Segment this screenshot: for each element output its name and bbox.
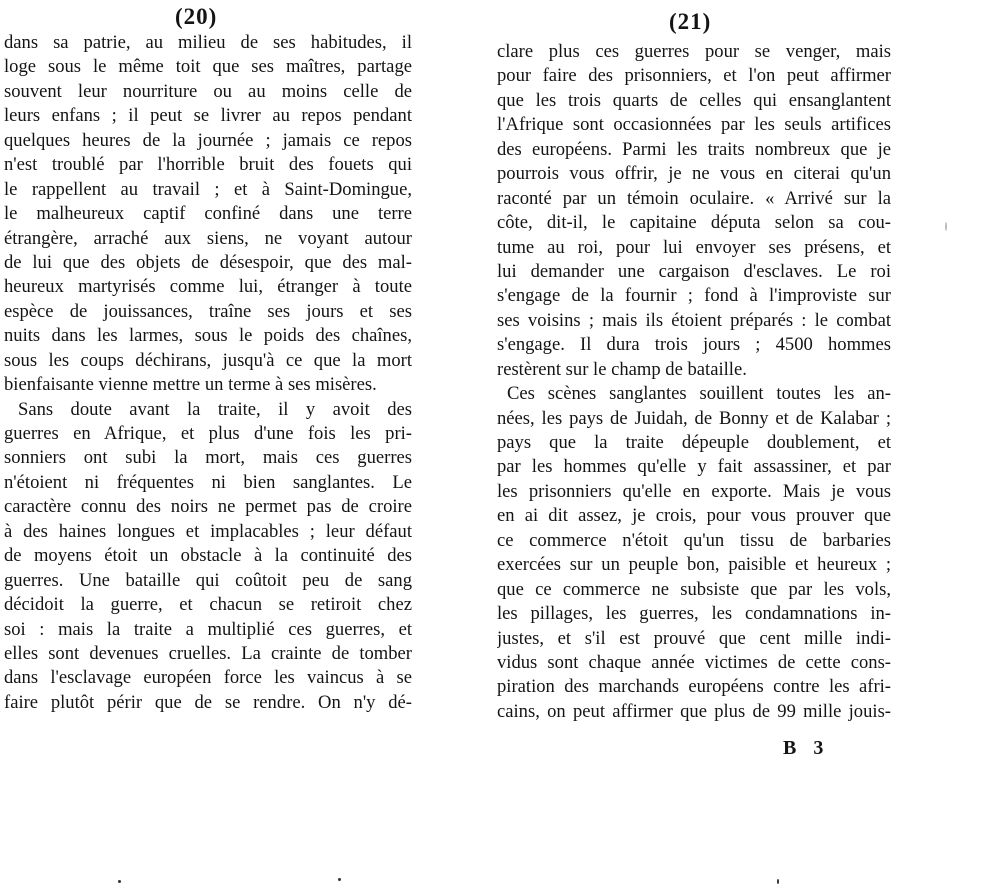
text-line: pour faire des prisonniers, et l'on peut affirmer (497, 65, 891, 87)
text-line: le rappellent au travail ; et à Saint-Domingue, (4, 178, 412, 200)
text-line: leurs enfans ; il peut se livrer au repos pendant (4, 105, 412, 127)
text-line: lui demander une cargaison d'esclaves. Le roi (497, 260, 891, 282)
text-line: que les trois quarts de celles qui ensanglantent (497, 89, 891, 111)
text-line: les prisonniers qu'elle en exporte. Mais je vous (497, 480, 891, 502)
text-line: tume au roi, pour lui envoyer ses présens, et (497, 236, 891, 258)
text-line: bienfaisante vienne mettre un terme à ses misères. (4, 374, 377, 396)
text-line: dans l'esclavage européen force les vaincus à se (4, 667, 412, 689)
text-line: cains, on peut affirmer que plus de 99 mille jouis- (497, 700, 891, 722)
text-line: que ce commerce ne subsiste que par les vols, (497, 578, 891, 600)
text-line: nuits dans les larmes, sous le poids des chaînes, (4, 325, 412, 347)
text-line: heureux martyrisés comme lui, étranger à toute (4, 276, 412, 298)
text-line: caractère connu des noirs ne permet pas de croire (4, 496, 412, 518)
text-line: clare plus ces guerres pour se venger, mais (497, 41, 891, 62)
text-line: raconté par un témoin oculaire. « Arrivé sur la (497, 187, 891, 209)
text-line: guerres. Une bataille qui coûtoit peu de sang (4, 569, 412, 591)
text-line: sonniers ont subi la mort, mais ces guerres (4, 447, 412, 469)
text-line: soi : mais la traite a multiplié ces guerres, et (4, 618, 412, 640)
text-line: côte, dit-il, le capitaine députa selon sa cou- (497, 212, 891, 234)
text-line: l'Afrique sont occasionnées par les seuls artifices (497, 114, 891, 136)
text-line: dans sa patrie, au milieu de ses habitudes, il (4, 32, 412, 53)
text-line: sous les coups déchirans, jusqu'à ce que la mort (4, 349, 412, 371)
text-line: loge sous le même toit que ses maîtres, partage (4, 56, 412, 78)
scan-speck (945, 222, 947, 231)
text-line: vidus sont chaque année victimes de cette cons- (497, 651, 891, 673)
text-line: nées, les pays de Juidah, de Bonny et de Kalabar ; (497, 407, 891, 429)
text-line: étrangère, arraché aux siens, ne voyant autour (4, 227, 412, 249)
text-line: elles sont devenues cruelles. La crainte de tomber (4, 642, 412, 664)
text-line: restèrent sur le champ de bataille. (497, 358, 747, 380)
text-line: le malheureux captif confiné dans une terre (4, 203, 412, 225)
text-line: à des haines longues et implacables ; leur défaut (4, 520, 412, 542)
scan-speck (338, 878, 341, 881)
text-line: exercées sur un peuple bon, paisible et heureux ; (497, 554, 891, 576)
text-line: n'étoient ni fréquentes ni bien sanglantes. Le (4, 471, 412, 493)
text-line: s'engage. Il dura trois jours ; 4500 hommes (497, 334, 891, 356)
text-line: s'engage de la fournir ; fond à l'improviste sur (497, 285, 891, 307)
left-page-number: (20) (175, 4, 218, 29)
text-line: les pillages, les guerres, les condamnations in- (497, 603, 891, 625)
text-line: en ai dit assez, je crois, pour vous prouver que (497, 505, 891, 527)
signature-mark: B 3 (783, 737, 830, 759)
right-page-number: (21) (669, 9, 712, 34)
text-line: décidoit la guerre, et chacun se retiroit chez (4, 594, 412, 616)
text-line: piration des marchands européens contre les afri- (497, 676, 891, 698)
left-page-text (4, 31, 412, 715)
text-line: de moyens étoit un obstacle à la continuité des (4, 545, 412, 567)
text-line: Ces scènes sanglantes souillent toutes les an- (507, 383, 891, 405)
text-line: des européens. Parmi les traits nombreux que je (497, 138, 891, 160)
text-line: pays que la traite dépeuple doublement, et (497, 432, 891, 453)
text-line: faire plutôt périr que de se rendre. On n'y dé- (4, 691, 412, 713)
text-line: quelques heures de la journée ; jamais ce repos (4, 129, 412, 151)
text-line: ce commerce n'étoit qu'un tissu de barbaries (497, 529, 891, 551)
scan-speck (777, 879, 779, 884)
text-line: n'est troublé par l'horrible bruit des fouets qui (4, 154, 412, 176)
scan-speck (118, 880, 121, 883)
text-line: Sans doute avant la traite, il y avoit des (18, 398, 412, 420)
text-line: par les hommes qu'elle y fait assassiner, et par (497, 456, 891, 478)
text-line: souvent leur nourriture ou au moins celle de (4, 80, 412, 102)
text-line: justes, et s'il est prouvé que cent mille indi- (497, 627, 891, 649)
text-line: pourrois vous offrir, je ne vous en citerai qu'un (497, 163, 891, 185)
right-page-text (497, 40, 891, 724)
text-line: espèce de jouissances, traîne ses jours et ses (4, 300, 412, 322)
text-line: de lui que des objets de désespoir, que des mal- (4, 251, 412, 273)
text-line: ses voisins ; mais ils étoient préparés : le combat (497, 309, 891, 331)
text-line: guerres en Afrique, et plus d'une fois les pri- (4, 423, 412, 444)
